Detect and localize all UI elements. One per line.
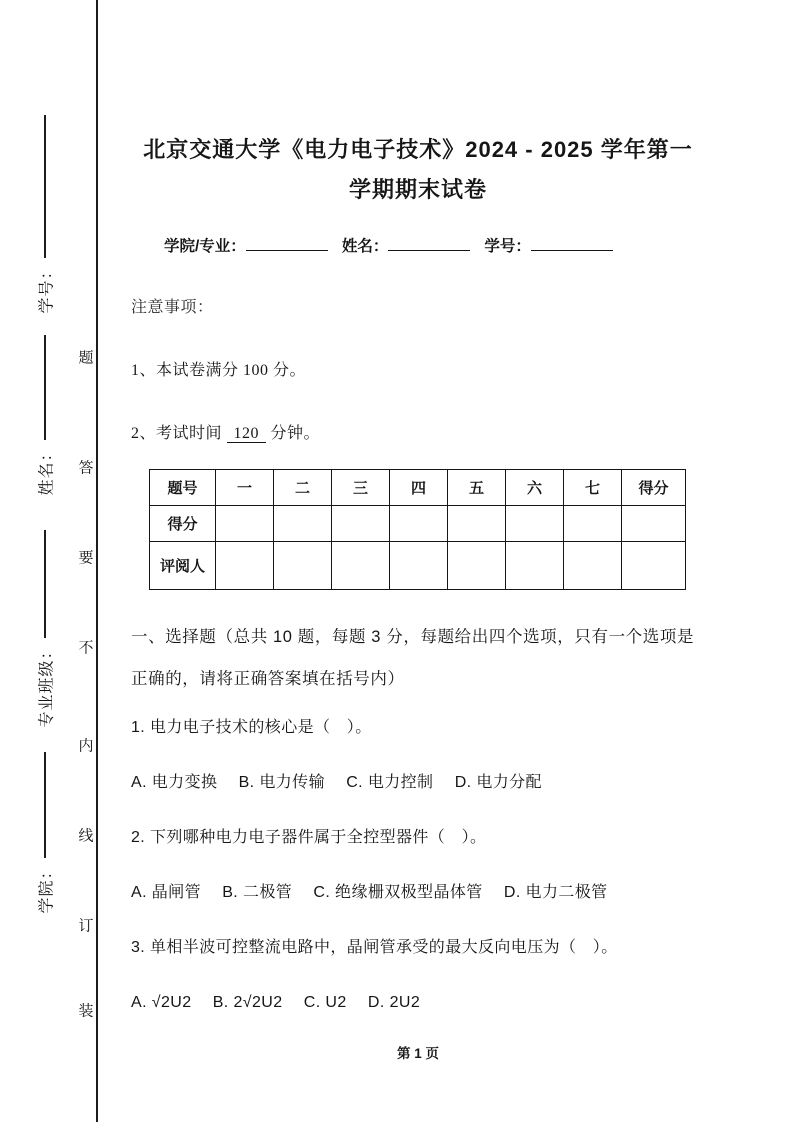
reviewer-cell [332, 542, 390, 590]
sidebar-college-label: 学院： [38, 862, 56, 914]
score-table-header-cell: 七 [564, 470, 622, 506]
note-2-duration: 120 [227, 425, 267, 443]
college-major-label: 学院/专业： [164, 238, 246, 255]
paper-title-line2: 学期期末试卷 [348, 177, 487, 202]
question-1-options: A. 电力变换 B. 电力传输 C. 电力控制 D. 电力分配 [131, 774, 542, 791]
binding-line [96, 0, 98, 1122]
note-item-2 [131, 420, 705, 443]
question-3-stem: 3. 单相半波可控整流电路中，晶闸管承受的最大反向电压为（ ）。 [131, 939, 618, 956]
score-table-header-cell: 得分 [622, 470, 686, 506]
reviewer-cell [506, 542, 564, 590]
sidebar-student-id-label: 学号： [38, 262, 56, 314]
reviewer-cell [564, 542, 622, 590]
sidebar-class-label: 专业班级： [38, 642, 56, 728]
score-table-score-row [150, 506, 686, 542]
notes-heading: 注意事项： [131, 299, 214, 316]
binding-char-8: 装 [78, 1003, 94, 1020]
note-2-prefix: 2、考试时间 [131, 425, 223, 442]
binding-char-1: 题 [78, 350, 94, 367]
score-table-header-cell: 六 [506, 470, 564, 506]
score-cell [216, 506, 274, 542]
paper-title [131, 130, 705, 210]
page-footer [131, 1042, 705, 1062]
reviewer-cell [390, 542, 448, 590]
score-cell [332, 506, 390, 542]
score-table-header-cell: 题号 [150, 470, 216, 506]
note-item-1: 1、本试卷满分 100 分。 [131, 362, 307, 379]
note-2-suffix: 分钟。 [270, 425, 321, 442]
score-table-reviewer-row [150, 542, 686, 590]
score-table [149, 469, 686, 590]
college-major-blank [246, 236, 328, 251]
score-row-label: 得分 [150, 506, 216, 542]
student-id-label: 学号： [484, 238, 531, 255]
name-label: 姓名： [341, 238, 389, 255]
sidebar-name-label: 姓名： [38, 444, 56, 496]
score-table-header-cell: 四 [390, 470, 448, 506]
question-3-options: A. √2U2 B. 2√2U2 C. U2 D. 2U2 [131, 994, 421, 1011]
binding-char-3: 要 [78, 550, 94, 567]
section-1-heading: 一、选择题（总共 10 题，每题 3 分，每题给出四个选项，只有一个选项是正确的，请将正确答案填在括号内） [131, 628, 695, 688]
question-2-stem: 2. 下列哪种电力电子器件属于全控型器件（ ）。 [131, 829, 487, 846]
reviewer-cell [622, 542, 686, 590]
main-content [131, 130, 705, 1015]
score-table-header-cell: 三 [332, 470, 390, 506]
score-cell [448, 506, 506, 542]
binding-char-7: 订 [78, 918, 94, 935]
score-table-header-cell: 一 [216, 470, 274, 506]
student-id-blank [531, 236, 613, 251]
sidebar-name-blank [44, 335, 46, 440]
page-number: 第 1 页 [396, 1046, 439, 1061]
score-table-header-cell: 五 [448, 470, 506, 506]
score-table-header-row [150, 470, 686, 506]
score-cell [622, 506, 686, 542]
binding-char-6: 线 [78, 828, 94, 845]
binding-char-5: 内 [78, 738, 94, 755]
score-table-header-cell: 二 [274, 470, 332, 506]
score-cell [564, 506, 622, 542]
name-blank [388, 236, 470, 251]
binding-char-2: 答 [78, 460, 94, 477]
reviewer-cell [448, 542, 506, 590]
score-cell [390, 506, 448, 542]
reviewer-row-label: 评阅人 [150, 542, 216, 590]
sidebar-student-id-blank [44, 115, 46, 258]
score-cell [506, 506, 564, 542]
reviewer-cell [274, 542, 332, 590]
info-line [131, 234, 705, 258]
question-1-stem: 1. 电力电子技术的核心是（ ）。 [131, 719, 372, 736]
binding-char-4: 不 [78, 640, 94, 657]
paper-title-line1: 北京交通大学《电力电子技术》2024 - 2025 学年第一 [143, 137, 693, 162]
sidebar-class-blank [44, 530, 46, 638]
question-2-options: A. 晶闸管 B. 二极管 C. 绝缘栅双极型晶体管 D. 电力二极管 [131, 884, 608, 901]
reviewer-cell [216, 542, 274, 590]
sidebar-college-blank [44, 752, 46, 858]
score-cell [274, 506, 332, 542]
